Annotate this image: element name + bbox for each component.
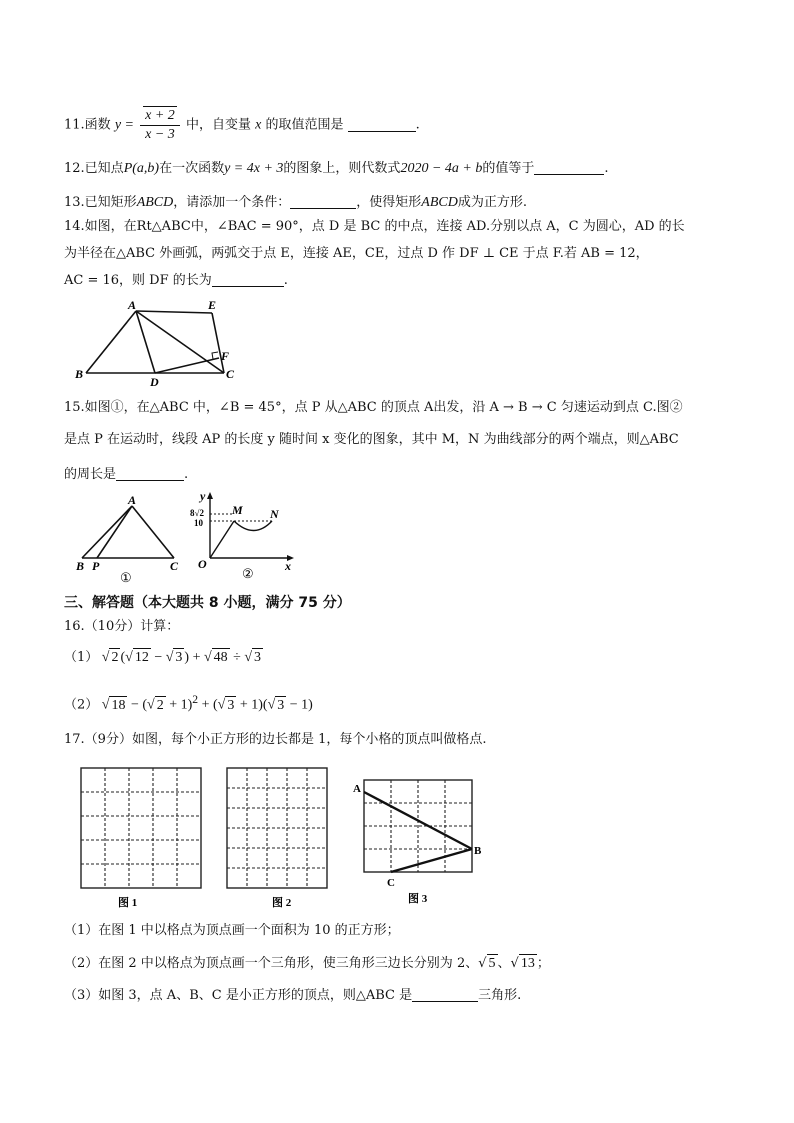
q12-answer-blank[interactable] [534, 160, 604, 175]
q15-answer-blank[interactable] [116, 466, 184, 481]
q17-s3-text: （3）如图 3，点 A、B、C 是小正方形的顶点，则△ABC 是 [64, 988, 413, 1003]
q14-segment-ac [136, 311, 224, 373]
q13-tail: 成为正方形. [457, 195, 527, 210]
q16-e2-b: 2 [156, 697, 164, 713]
q15-fig2-o: O [198, 557, 207, 571]
question-13 [64, 194, 527, 212]
q12-mid: 在一次函数 [159, 161, 225, 176]
q11-numerator [140, 106, 180, 126]
q15-fig2-x: x [285, 559, 291, 573]
q14-line2: 为半径在△ABC 外画弧，两弧交于点 E，连接 AE，CE，过点 D 作 DF ⊥ CE 于点 F.若 AB = 12， [64, 246, 649, 261]
q15-segment-ab [82, 506, 132, 558]
q14-label-b: B [75, 367, 84, 381]
q12-end: . [604, 161, 609, 176]
q14-label-a: A [128, 298, 137, 312]
q11-var: x [255, 117, 262, 133]
q17-grid-figure-3 [350, 776, 490, 926]
q15-fig2-y: y [200, 490, 206, 503]
q15-fig1-label-c: C [170, 559, 179, 573]
q11-end: . [415, 117, 420, 133]
q15-fig2-tick-10: 10 [194, 518, 203, 528]
q15-fig1-label-b: B [76, 559, 85, 573]
q14-label-c: C [226, 367, 235, 381]
q16-expression-1: （1） √ 2 (√ 12 − √ 3 ) + √ 48 ÷ √ 3 [64, 650, 262, 665]
q17-grid-figure-2 [222, 766, 342, 916]
q12-tail: 的值等于 [482, 161, 535, 176]
q14-label-d: D [150, 375, 159, 389]
question-12 [64, 160, 609, 178]
q11-denominator: x − 3 [145, 127, 175, 142]
q15-line3 [64, 466, 188, 484]
q15-figure-1 [70, 494, 190, 586]
q17-segment-bc [391, 849, 472, 872]
question-11 [64, 106, 420, 144]
q17-label-c: C [387, 877, 395, 889]
q15-line2: 是点 P 在运动时，线段 AP 的长度 y 随时间 x 变化的图象，其中 M，N 为曲线部分的两个端点，则△ABC [64, 432, 679, 447]
q15-figure-2 [190, 490, 330, 582]
q13-rect2: ABCD [421, 195, 458, 210]
q14-segment-ab [86, 311, 136, 373]
q14-answer-blank[interactable] [212, 272, 284, 287]
q17-s2-text: （2）在图 2 中以格点为顶点画一个三角形，使三角形三边长分别为 2、 [64, 956, 479, 971]
q14-line1: 14.如图，在Rt△ABC中，∠BAC = 90°，点 D 是 BC 的中点，连接 AD.分别以点 A，C 为圆心，AD 的长 [64, 219, 685, 234]
section-3-heading: 三、解答题（本大题共 8 小题，满分 75 分） [64, 595, 351, 611]
q17-grid-figure-1 [76, 766, 216, 916]
q16-e1-c: 3 [175, 650, 183, 665]
q14-label-e: E [208, 298, 217, 312]
q15-line3-text: 的周长是 [64, 467, 117, 482]
q11-fraction [140, 106, 180, 144]
q17-s2-root5: 5 [488, 956, 496, 971]
q15-end: . [184, 467, 189, 482]
q17-fig1-caption: 图 1 [118, 897, 138, 909]
q14-segment-ce [212, 313, 224, 373]
q17-s2-sep: 、 [497, 956, 511, 971]
q13-answer-blank[interactable] [290, 194, 356, 209]
q17-fig2-caption: 图 2 [272, 897, 292, 909]
q12-func: y = 4x + 3 [224, 161, 284, 176]
q13-rect: ABCD [136, 195, 174, 210]
q16-e2-d: 3 [277, 697, 285, 713]
q12-point: P(a,b) [123, 161, 160, 176]
q16-e1-d: 48 [213, 650, 228, 665]
q11-y: y = [114, 117, 134, 133]
q17-s2-end: ； [536, 956, 550, 971]
q17-title: 17.（9分）如图，每个小正方形的边长都是 1，每个小格的顶点叫做格点. [64, 732, 487, 747]
q11-prefix: 11.函数 [64, 117, 111, 133]
q17-fig3-caption: 图 3 [408, 893, 428, 905]
q16-e1-b: 12 [134, 650, 149, 665]
q15-segment-ac [132, 506, 174, 558]
q14-line3-text: AC = 16，则 DF 的长为 [64, 273, 212, 288]
q17-subquestion-2: （2）在图 2 中以格点为顶点画一个三角形，使三角形三边长分别为 2、√ 5 、√ 13 ； [64, 956, 550, 971]
q12-expr: 2020 − 4a + b [400, 161, 483, 176]
q17-subquestion-1: （1）在图 1 中以格点为顶点画一个面积为 10 的正方形； [64, 923, 400, 938]
q14-segment-df [155, 358, 219, 373]
q15-fig1-label-a: A [128, 494, 137, 507]
q16-part1-label: （1） [64, 650, 99, 665]
q17-subquestion-3 [64, 987, 521, 1005]
q11-answer-blank[interactable] [348, 117, 416, 132]
q16-title: 16.（10分）计算： [64, 619, 180, 634]
q15-y-arrow [207, 492, 213, 499]
q16-expression-2: （2） √ 18 − (√ 2 + 1)$^2$ + (√ 3 + 1)(√ 3 − 1) [64, 693, 313, 713]
q15-fig2-m: M [232, 503, 243, 517]
q14-end: . [283, 273, 288, 288]
q16-part2-label: （2） [64, 697, 99, 713]
q15-fig2-n: N [270, 507, 279, 521]
q16-e1-a: 2 [111, 650, 119, 665]
q17-label-a: A [353, 783, 361, 795]
q17-label-b: B [474, 845, 482, 857]
q16-e2-a: 18 [111, 697, 126, 713]
q15-graph-line [210, 521, 234, 558]
q15-fig1-caption: ① [120, 570, 132, 585]
q16-e1-e: 3 [254, 650, 262, 665]
q14-label-f: F [221, 349, 230, 363]
q15-line1: 15.如图①，在△ABC 中，∠B = 45°，点 P 从△ABC 的顶点 A出发，沿 A → B → C 匀速运动到点 C.图② [64, 400, 683, 415]
q15-fig2-tick-8root2: 8√2 [190, 508, 204, 518]
q14-line3 [64, 272, 288, 290]
q15-graph-curve [234, 521, 272, 531]
q12-mid2: 的图象上，则代数式 [283, 161, 401, 176]
q14-figure [66, 298, 246, 390]
q14-segment-ad [136, 311, 155, 373]
q13-prefix: 13.已知矩形 [64, 195, 137, 210]
q16-e2-c: 3 [227, 697, 235, 713]
q15-fig1-label-p: P [92, 559, 100, 573]
q11-tail: 的取值范围是 [265, 117, 344, 133]
q17-s2-root13: 13 [520, 956, 535, 971]
q15-segment-ap [97, 506, 132, 558]
q13-mid: ，请添加一个条件： [173, 195, 291, 210]
grid1-border [81, 768, 201, 888]
q15-fig2-caption: ② [242, 566, 254, 581]
q12-prefix: 12.已知点 [64, 161, 124, 176]
q11-mid: 中，自变量 [185, 117, 251, 133]
q13-mid2: ，使得矩形 [356, 195, 422, 210]
q11-sqrt: x + 2 [145, 108, 175, 123]
q17-answer-blank[interactable] [412, 987, 478, 1002]
q17-s3-end: 三角形. [478, 988, 522, 1003]
q14-segment-ae [136, 311, 212, 313]
